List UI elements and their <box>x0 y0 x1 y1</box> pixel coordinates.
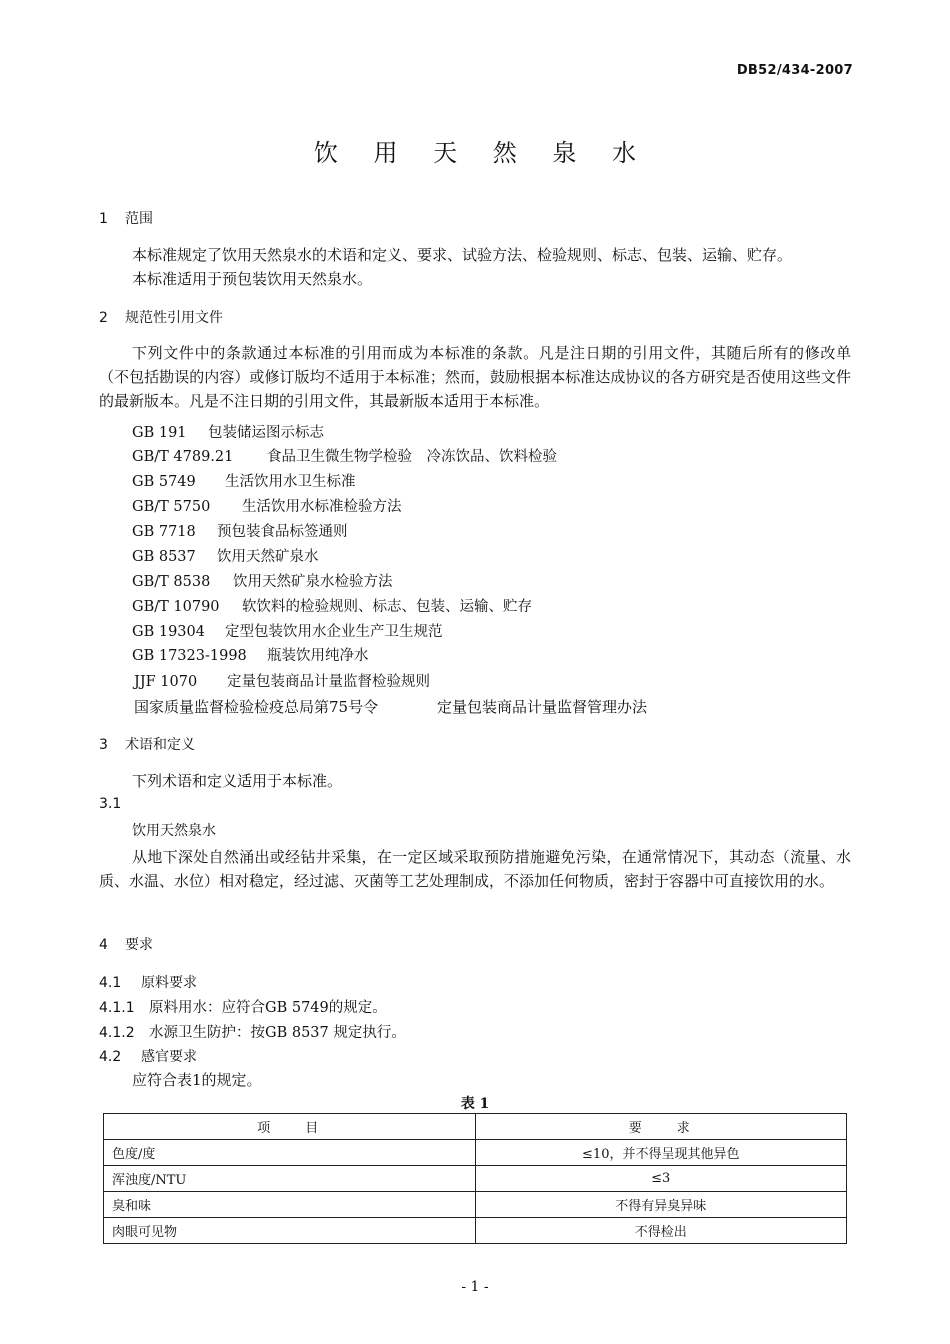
table-caption: 表 1 <box>460 1096 490 1112</box>
reference-item <box>132 421 324 442</box>
reference-code: GB/T 5750 <box>132 499 211 515</box>
reference-code: GB/T 10790 <box>132 599 220 615</box>
reference-title: 定量包装商品计量监督管理办法 <box>437 698 648 716</box>
term-definition: 从地下深处自然涌出或经钻井采集，在一定区域采取预防措施避免污染，在通常情况下，其动态（流量、水质、水温、水位）相对稳定，经过滤、灭菌等工艺处理制成，不添加任何物质，密封于容器中可直接饮用的水。 <box>99 848 851 890</box>
reference-code: GB 5749 <box>132 474 196 490</box>
reference-title: 软饮料的检验规则、标志、包装、运输、贮存 <box>242 599 532 615</box>
section-number: 3 <box>99 737 108 753</box>
table-cell: 肉眼可见物 <box>104 1218 476 1244</box>
sensory-requirements-table <box>103 1113 847 1244</box>
subsection-4-1-heading <box>99 972 197 992</box>
subsection-title: 感官要求 <box>141 1049 197 1065</box>
reference-title: 生活饮用水卫生标准 <box>225 474 356 490</box>
reference-code: GB 17323-1998 <box>132 648 247 664</box>
reference-title: 食品卫生微生物学检验 冷冻饮品、饮料检验 <box>267 449 557 465</box>
clause-text: 水源卫生防护：按GB 8537 规定执行。 <box>149 1025 406 1041</box>
reference-title: 饮用天然矿泉水检验方法 <box>233 574 393 590</box>
subsection-4-2-text: 应符合表1的规定。 <box>132 1071 262 1089</box>
table-cell: 浑浊度/NTU <box>104 1166 476 1192</box>
section-4-heading <box>99 934 153 954</box>
table-cell: ≤10，并不得呈现其他异色 <box>475 1140 847 1166</box>
reference-item <box>132 470 356 491</box>
table-row <box>104 1140 847 1166</box>
clause-4-1-1 <box>99 996 387 1017</box>
reference-code: GB/T 4789.21 <box>132 449 234 465</box>
clause-4-1-2 <box>99 1021 406 1042</box>
table-cell: ≤3 <box>475 1166 847 1192</box>
reference-item <box>132 644 369 665</box>
section-number: 1 <box>99 211 108 227</box>
reference-code: JJF 1070 <box>134 674 198 690</box>
page-number: - 1 - <box>461 1279 489 1295</box>
reference-title: 包装储运图示标志 <box>208 425 324 441</box>
reference-title: 定型包装饮用水企业生产卫生规范 <box>225 624 443 640</box>
table-row <box>104 1218 847 1244</box>
reference-code: 国家质量监督检验检疫总局第75号令 <box>134 698 379 716</box>
reference-item <box>134 670 430 691</box>
clause-text: 原料用水：应符合GB 5749的规定。 <box>149 1000 387 1016</box>
table-row <box>104 1192 847 1218</box>
reference-title: 生活饮用水标准检验方法 <box>242 499 402 515</box>
section-title: 术语和定义 <box>125 737 195 753</box>
subsection-title: 原料要求 <box>141 975 197 991</box>
reference-title: 预包装食品标签通则 <box>217 524 348 540</box>
reference-code: GB 7718 <box>132 524 196 540</box>
subsection-3-1-number: 3.1 <box>99 796 122 812</box>
subsection-number: 4.2 <box>99 1049 122 1065</box>
reference-title: 瓶装饮用纯净水 <box>267 648 369 664</box>
reference-title: 饮用天然矿泉水 <box>217 549 319 565</box>
reference-code: GB 19304 <box>132 624 205 640</box>
subsection-number: 4.1 <box>99 975 122 991</box>
section-1-paragraph-1: 本标准规定了饮用天然泉水的术语和定义、要求、试验方法、检验规则、标志、包装、运输、贮存。 <box>132 246 793 264</box>
reference-item <box>132 545 319 566</box>
section-2-heading <box>99 307 223 327</box>
table-cell: 臭和味 <box>104 1192 476 1218</box>
reference-item <box>132 445 557 466</box>
page-title: 饮 用 天 然 泉 水 <box>313 139 651 167</box>
reference-item <box>132 620 443 641</box>
subsection-4-2-heading <box>99 1046 197 1066</box>
table-cell: 色度/度 <box>104 1140 476 1166</box>
section-3-heading <box>99 734 195 754</box>
document-number: DB52/434-2007 <box>736 63 853 78</box>
column-header: 要 求 <box>475 1114 847 1140</box>
table-header-row <box>104 1114 847 1140</box>
reference-code: GB/T 8538 <box>132 574 211 590</box>
term-name: 饮用天然泉水 <box>132 823 216 839</box>
section-2-paragraph: 下列文件中的条款通过本标准的引用而成为本标准的条款。凡是注日期的引用文件，其随后所有的修改单（不包括勘误的内容）或修订版均不适用于本标准；然而，鼓励根据本标准达成协议的各方研究是否使用这些文件的最新版本。凡是不注日期的引用文件，其最新版本适用于本标准。 <box>99 344 851 410</box>
table-row <box>104 1166 847 1192</box>
reference-item <box>132 570 393 591</box>
reference-item <box>134 696 647 717</box>
section-number: 4 <box>99 937 108 953</box>
section-title: 范围 <box>125 211 153 227</box>
reference-code: GB 191 <box>132 425 187 441</box>
reference-item <box>132 495 402 516</box>
clause-number: 4.1.2 <box>99 1025 135 1041</box>
section-1-heading <box>99 208 153 228</box>
section-title: 要求 <box>125 937 153 953</box>
clause-number: 4.1.1 <box>99 1000 135 1016</box>
section-1-paragraph-2: 本标准适用于预包装饮用天然泉水。 <box>132 270 373 288</box>
column-header: 项 目 <box>104 1114 476 1140</box>
reference-title: 定量包装商品计量监督检验规则 <box>227 674 430 690</box>
table-cell: 不得检出 <box>475 1218 847 1244</box>
section-title: 规范性引用文件 <box>125 310 223 326</box>
section-3-paragraph: 下列术语和定义适用于本标准。 <box>132 772 343 790</box>
reference-item <box>132 520 348 541</box>
section-number: 2 <box>99 310 108 326</box>
reference-code: GB 8537 <box>132 549 196 565</box>
table-cell: 不得有异臭异味 <box>475 1192 847 1218</box>
reference-item <box>132 595 532 616</box>
